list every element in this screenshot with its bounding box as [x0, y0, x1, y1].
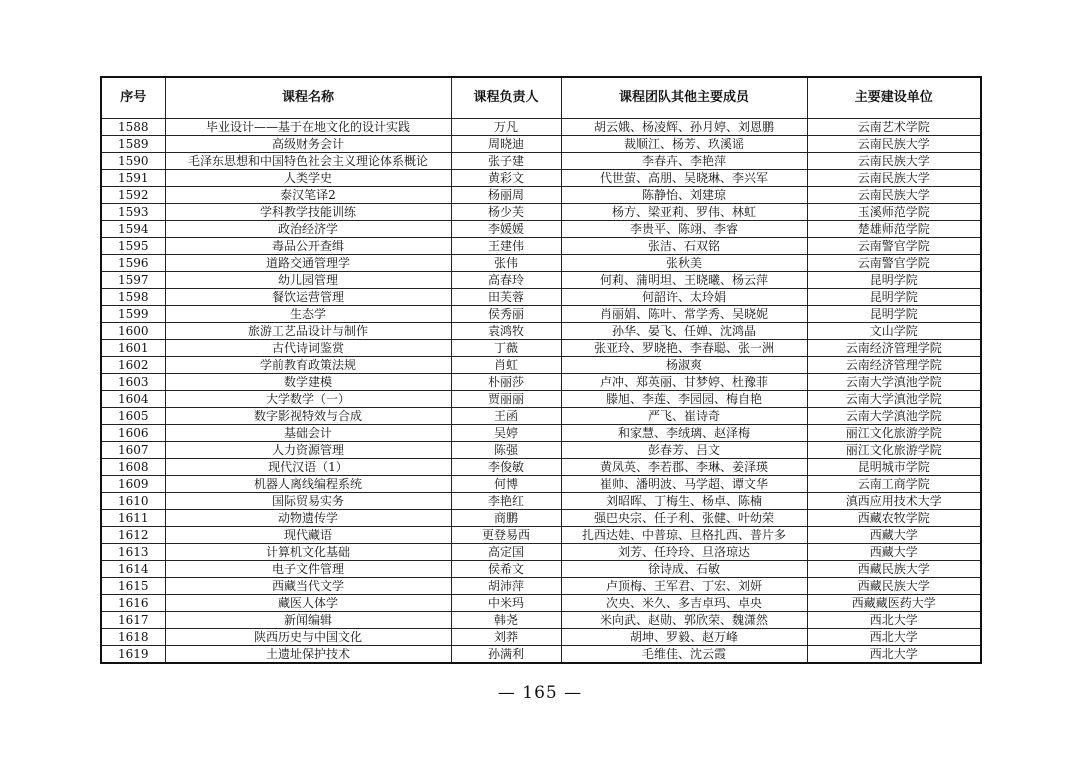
- cell-course-leader: 韩尧: [451, 612, 561, 629]
- cell-course-leader: 更登易西: [451, 527, 561, 544]
- cell-institution: 昆明学院: [807, 306, 981, 323]
- cell-institution: 西藏民族大学: [807, 561, 981, 578]
- header-institution: 主要建设单位: [807, 77, 981, 119]
- cell-institution: 丽江文化旅游学院: [807, 442, 981, 459]
- cell-index: 1618: [101, 629, 165, 646]
- cell-team-members: 杨淑爽: [561, 357, 807, 374]
- cell-course-leader: 贾丽丽: [451, 391, 561, 408]
- cell-course-name: 高级财务会计: [165, 136, 451, 153]
- cell-team-members: 彭春芳、吕文: [561, 442, 807, 459]
- table-row: [101, 323, 981, 340]
- cell-team-members: 和家慧、李绒璃、赵泽梅: [561, 425, 807, 442]
- cell-course-name: 人力资源管理: [165, 442, 451, 459]
- cell-team-members: 李春卉、李艳萍: [561, 153, 807, 170]
- cell-course-leader: 中米玛: [451, 595, 561, 612]
- cell-institution: 西藏民族大学: [807, 578, 981, 595]
- table-row: [101, 204, 981, 221]
- cell-team-members: 何韶许、太玲娟: [561, 289, 807, 306]
- cell-course-name: 泰汉笔译2: [165, 187, 451, 204]
- cell-course-name: 西藏当代文学: [165, 578, 451, 595]
- cell-index: 1593: [101, 204, 165, 221]
- cell-index: 1613: [101, 544, 165, 561]
- cell-index: 1596: [101, 255, 165, 272]
- cell-course-name: 人类学史: [165, 170, 451, 187]
- cell-team-members: 裁顺江、杨芳、玖溪谣: [561, 136, 807, 153]
- cell-course-leader: 何博: [451, 476, 561, 493]
- cell-index: 1608: [101, 459, 165, 476]
- cell-index: 1617: [101, 612, 165, 629]
- cell-course-leader: 张伟: [451, 255, 561, 272]
- cell-team-members: 杨方、梁亚莉、罗伟、林虹: [561, 204, 807, 221]
- cell-course-name: 生态学: [165, 306, 451, 323]
- header-course-name: 课程名称: [165, 77, 451, 119]
- course-table: [100, 76, 982, 664]
- cell-course-name: 土遗址保护技术: [165, 646, 451, 664]
- cell-index: 1612: [101, 527, 165, 544]
- table-header-row: [101, 77, 981, 119]
- cell-institution: 西藏大学: [807, 544, 981, 561]
- cell-index: 1607: [101, 442, 165, 459]
- cell-course-name: 新闻编辑: [165, 612, 451, 629]
- cell-team-members: 张秋美: [561, 255, 807, 272]
- cell-team-members: 胡坤、罗毅、赵万峰: [561, 629, 807, 646]
- cell-index: 1616: [101, 595, 165, 612]
- table-row: [101, 170, 981, 187]
- cell-institution: 丽江文化旅游学院: [807, 425, 981, 442]
- cell-course-leader: 李艳红: [451, 493, 561, 510]
- cell-team-members: 卢顶梅、王军君、丁宏、刘妍: [561, 578, 807, 595]
- cell-institution: 云南工商学院: [807, 476, 981, 493]
- cell-course-name: 毒品公开查缉: [165, 238, 451, 255]
- cell-institution: 云南民族大学: [807, 187, 981, 204]
- cell-index: 1615: [101, 578, 165, 595]
- cell-institution: 玉溪师范学院: [807, 204, 981, 221]
- table-row: [101, 527, 981, 544]
- cell-institution: 西北大学: [807, 612, 981, 629]
- cell-course-leader: 肖虹: [451, 357, 561, 374]
- cell-course-leader: 周晓迪: [451, 136, 561, 153]
- table-row: [101, 119, 981, 136]
- table-row: [101, 425, 981, 442]
- cell-course-name: 国际贸易实务: [165, 493, 451, 510]
- cell-team-members: 徐诗成、石敏: [561, 561, 807, 578]
- cell-institution: 云南警官学院: [807, 255, 981, 272]
- cell-course-name: 幼儿园管理: [165, 272, 451, 289]
- cell-course-name: 陕西历史与中国文化: [165, 629, 451, 646]
- cell-team-members: 滕旭、李莲、李园园、梅自艳: [561, 391, 807, 408]
- cell-institution: 昆明城市学院: [807, 459, 981, 476]
- cell-index: 1599: [101, 306, 165, 323]
- header-index: 序号: [101, 77, 165, 119]
- cell-index: 1602: [101, 357, 165, 374]
- cell-course-leader: 陈强: [451, 442, 561, 459]
- cell-index: 1614: [101, 561, 165, 578]
- header-team-members: 课程团队其他主要成员: [561, 77, 807, 119]
- cell-team-members: 刘芳、任玲玲、旦洛琼达: [561, 544, 807, 561]
- cell-course-name: 学前教育政策法规: [165, 357, 451, 374]
- cell-index: 1610: [101, 493, 165, 510]
- cell-course-leader: 李俊敏: [451, 459, 561, 476]
- table-row: [101, 442, 981, 459]
- table-row: [101, 306, 981, 323]
- table-row: [101, 459, 981, 476]
- cell-team-members: 次央、米久、多吉卓玛、卓央: [561, 595, 807, 612]
- cell-institution: 滇西应用技术大学: [807, 493, 981, 510]
- cell-team-members: 李贵平、陈翊、李睿: [561, 221, 807, 238]
- cell-institution: 云南经济管理学院: [807, 340, 981, 357]
- cell-institution: 云南大学滇池学院: [807, 408, 981, 425]
- cell-team-members: 米向武、赵勋、郭欣荣、魏潇然: [561, 612, 807, 629]
- cell-course-leader: 王函: [451, 408, 561, 425]
- table-row: [101, 561, 981, 578]
- cell-index: 1619: [101, 646, 165, 664]
- cell-team-members: 张亚玲、罗晓艳、李春聪、张一洲: [561, 340, 807, 357]
- cell-team-members: 何莉、蒲明坦、王晓曦、杨云萍: [561, 272, 807, 289]
- cell-index: 1606: [101, 425, 165, 442]
- cell-index: 1605: [101, 408, 165, 425]
- cell-course-name: 毛泽东思想和中国特色社会主义理论体系概论: [165, 153, 451, 170]
- cell-index: 1594: [101, 221, 165, 238]
- table-row: [101, 255, 981, 272]
- table-row: [101, 340, 981, 357]
- cell-institution: 西北大学: [807, 646, 981, 664]
- table-row: [101, 391, 981, 408]
- cell-index: 1590: [101, 153, 165, 170]
- cell-course-name: 旅游工艺品设计与制作: [165, 323, 451, 340]
- cell-course-name: 古代诗词鉴赏: [165, 340, 451, 357]
- cell-course-leader: 刘莽: [451, 629, 561, 646]
- table-body: [101, 119, 981, 664]
- cell-course-leader: 王建伟: [451, 238, 561, 255]
- cell-institution: 云南警官学院: [807, 238, 981, 255]
- cell-index: 1604: [101, 391, 165, 408]
- cell-institution: 文山学院: [807, 323, 981, 340]
- cell-course-name: 现代汉语（1）: [165, 459, 451, 476]
- cell-institution: 昆明学院: [807, 289, 981, 306]
- cell-team-members: 胡云娥、杨凌辉、孙月婷、刘恩鹏: [561, 119, 807, 136]
- table-row: [101, 629, 981, 646]
- table-row: [101, 595, 981, 612]
- cell-course-leader: 吴婷: [451, 425, 561, 442]
- cell-institution: 云南大学滇池学院: [807, 391, 981, 408]
- table-row: [101, 357, 981, 374]
- cell-team-members: 扎西达娃、中普琼、旦格扎西、普片多: [561, 527, 807, 544]
- cell-team-members: 黄凤英、李若郡、李琳、姜泽瑛: [561, 459, 807, 476]
- table-row: [101, 408, 981, 425]
- table-row: [101, 544, 981, 561]
- cell-course-name: 数学建模: [165, 374, 451, 391]
- cell-team-members: 孙华、晏飞、任婵、沈鸿晶: [561, 323, 807, 340]
- cell-index: 1611: [101, 510, 165, 527]
- cell-course-name: 动物遗传学: [165, 510, 451, 527]
- cell-course-leader: 田芙蓉: [451, 289, 561, 306]
- cell-team-members: 强巴央宗、任子利、张健、叶幼荣: [561, 510, 807, 527]
- cell-course-leader: 朴丽莎: [451, 374, 561, 391]
- table-row: [101, 153, 981, 170]
- cell-institution: 云南经济管理学院: [807, 357, 981, 374]
- cell-institution: 云南民族大学: [807, 170, 981, 187]
- cell-course-leader: 杨丽周: [451, 187, 561, 204]
- cell-index: 1609: [101, 476, 165, 493]
- cell-course-leader: 李媛媛: [451, 221, 561, 238]
- cell-index: 1588: [101, 119, 165, 136]
- cell-course-name: 政治经济学: [165, 221, 451, 238]
- cell-course-name: 数字影视特效与合成: [165, 408, 451, 425]
- cell-institution: 云南民族大学: [807, 136, 981, 153]
- cell-team-members: 代世萤、高朋、吴晓琳、李兴军: [561, 170, 807, 187]
- cell-team-members: 严飞、崔诗奇: [561, 408, 807, 425]
- cell-team-members: 张洁、石双铭: [561, 238, 807, 255]
- table-row: [101, 136, 981, 153]
- cell-course-leader: 万凡: [451, 119, 561, 136]
- cell-index: 1603: [101, 374, 165, 391]
- cell-team-members: 陈静怡、刘建琼: [561, 187, 807, 204]
- cell-course-leader: 商鹏: [451, 510, 561, 527]
- table-row: [101, 187, 981, 204]
- cell-course-leader: 孙满利: [451, 646, 561, 664]
- page-number: — 165 —: [497, 683, 583, 703]
- cell-institution: 云南大学滇池学院: [807, 374, 981, 391]
- table-row: [101, 476, 981, 493]
- cell-course-name: 藏医人体学: [165, 595, 451, 612]
- cell-course-name: 学科教学技能训练: [165, 204, 451, 221]
- table-row: [101, 578, 981, 595]
- table-row: [101, 238, 981, 255]
- cell-institution: 昆明学院: [807, 272, 981, 289]
- cell-course-leader: 侯希文: [451, 561, 561, 578]
- cell-team-members: 崔帅、潘明波、马学超、谭文华: [561, 476, 807, 493]
- cell-course-leader: 袁鸿牧: [451, 323, 561, 340]
- table-row: [101, 510, 981, 527]
- cell-institution: 西藏藏医药大学: [807, 595, 981, 612]
- cell-team-members: 卢冲、郑英丽、甘梦婷、杜豫菲: [561, 374, 807, 391]
- cell-index: 1591: [101, 170, 165, 187]
- table-row: [101, 612, 981, 629]
- table-row: [101, 221, 981, 238]
- cell-institution: 楚雄师范学院: [807, 221, 981, 238]
- cell-course-name: 餐饮运营管理: [165, 289, 451, 306]
- cell-course-name: 现代藏语: [165, 527, 451, 544]
- cell-index: 1600: [101, 323, 165, 340]
- cell-institution: 云南民族大学: [807, 153, 981, 170]
- cell-course-name: 大学数学（一）: [165, 391, 451, 408]
- cell-course-leader: 杨少芙: [451, 204, 561, 221]
- cell-index: 1589: [101, 136, 165, 153]
- table-row: [101, 493, 981, 510]
- cell-course-leader: 胡沛萍: [451, 578, 561, 595]
- table-row: [101, 374, 981, 391]
- cell-index: 1601: [101, 340, 165, 357]
- cell-institution: 西藏大学: [807, 527, 981, 544]
- cell-course-leader: 丁薇: [451, 340, 561, 357]
- cell-course-leader: 高定国: [451, 544, 561, 561]
- cell-course-name: 道路交通管理学: [165, 255, 451, 272]
- cell-course-leader: 张子建: [451, 153, 561, 170]
- cell-course-name: 电子文件管理: [165, 561, 451, 578]
- cell-team-members: 刘昭晖、丁梅生、杨卓、陈楠: [561, 493, 807, 510]
- cell-index: 1597: [101, 272, 165, 289]
- cell-index: 1595: [101, 238, 165, 255]
- cell-institution: 西北大学: [807, 629, 981, 646]
- cell-course-leader: 高春玲: [451, 272, 561, 289]
- cell-team-members: 毛维佳、沈云霞: [561, 646, 807, 664]
- cell-course-name: 计算机文化基础: [165, 544, 451, 561]
- cell-course-leader: 黄彩文: [451, 170, 561, 187]
- cell-team-members: 肖丽娟、陈叶、常学秀、吴晓妮: [561, 306, 807, 323]
- cell-course-name: 毕业设计——基于在地文化的设计实践: [165, 119, 451, 136]
- header-course-leader: 课程负责人: [451, 77, 561, 119]
- table-row: [101, 272, 981, 289]
- cell-index: 1598: [101, 289, 165, 306]
- cell-index: 1592: [101, 187, 165, 204]
- table-row: [101, 646, 981, 664]
- cell-course-name: 基础会计: [165, 425, 451, 442]
- cell-course-leader: 侯秀丽: [451, 306, 561, 323]
- cell-course-name: 机器人离线编程系统: [165, 476, 451, 493]
- cell-institution: 云南艺术学院: [807, 119, 981, 136]
- cell-institution: 西藏农牧学院: [807, 510, 981, 527]
- table-row: [101, 289, 981, 306]
